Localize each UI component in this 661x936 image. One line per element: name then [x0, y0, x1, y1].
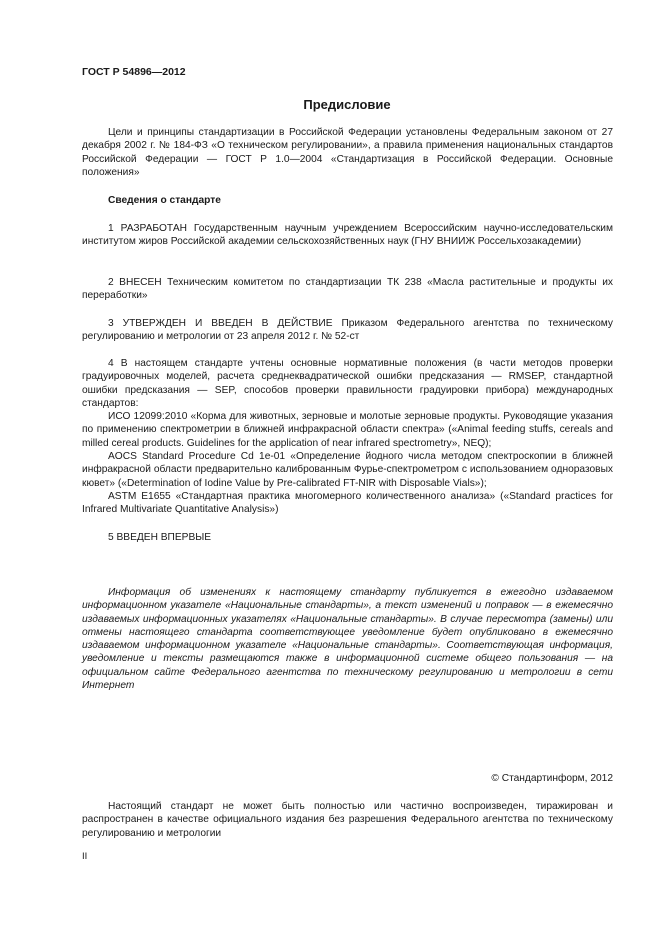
reference-iso-12099: ИСО 12099:2010 «Корма для животных, зерновые и молотые зерновые продукты. Руководящие указания по применению спектрометрии в ближней инфракрасной области спектра» («Animal feeding stuffs, cereals and milled cereal products. Guidelines for the application of near infrared spectrometry», NEQ);: [82, 411, 613, 449]
intro-paragraph: Цели и принципы стандартизации в Российской Федерации установлены Федеральным законом от 27 декабря 2002 г. № 184-ФЗ «О техническом регулировании», а правила применения национальных стандартов Российской Федерации — ГОСТ Р 1.0—2004 «Стандартизация в Российской Федерации. Основные положения»: [82, 127, 613, 178]
item-3: 3 УТВЕРЖДЕН И ВВЕДЕН В ДЕЙСТВИЕ Приказом Федерального агентства по техническому регулированию и метрологии от 23 апреля 2012 г. № 52-ст: [82, 318, 613, 343]
reproduction-notice: Настоящий стандарт не может быть полностью или частично воспроизведен, тиражирован и распространен в качестве официального издания без разрешения Федерального агентства по техническому регулированию и метрологии: [82, 801, 613, 839]
item-2: 2 ВНЕСЕН Техническим комитетом по стандартизации ТК 238 «Масла растительные и продукты их переработки»: [82, 277, 613, 302]
reference-astm-e1655: ASTM E1655 «Стандартная практика многомерного количественного анализа» («Standard practices for Infrared Multivariate Quantitative Analysis»): [82, 491, 613, 516]
document-code: ГОСТ Р 54896—2012: [82, 66, 186, 78]
copyright-line: © Стандартинформ, 2012: [491, 773, 613, 784]
info-notice: Информация об изменениях к настоящему стандарту публикуется в ежегодно издаваемом информационном указателе «Национальные стандарты», а текст изменений и поправок — в ежемесячно издаваемых информационных указателях «Национальные стандарты». В случае пересмотра (замены) или отмены настоящего стандарта соответствующее уведомление будет опубликовано в ежемесячно издаваемом информационном указателе «Национальные стандарты». Соответствующая информация, уведомление и тексты размещаются также в информационной системе общего пользования — на официальном сайте Федерального агентства по техническому регулированию и метрологии в сети Интернет: [82, 587, 613, 692]
reference-aocs-cd1e01: AOCS Standard Procedure Cd 1e-01 «Определение йодного числа методом спектроскопии в ближней инфракрасной области предварительно калиброванным Фурье-спектрометром с использованием одноразовых кювет» («Determination of Iodine Value by Pre-calibrated FT-NIR with Disposable Vials»);: [82, 451, 613, 489]
page-number: II: [82, 851, 88, 862]
item-5: 5 ВВЕДЕН ВПЕРВЫЕ: [108, 532, 212, 543]
item-4: 4 В настоящем стандарте учтены основные нормативные положения (в части методов проверки градуировочных моделей, расчета среднеквадратической ошибки предсказания — RMSEP, стандартной ошибки предсказания — SEP, способов проверки правильности градуировки прибора) международных стандартов:: [82, 358, 613, 409]
section-title: Сведения о стандарте: [108, 195, 221, 206]
item-1: 1 РАЗРАБОТАН Государственным научным учреждением Всероссийским научно-исследовательским институтом жиров Российской академии сельскохозяйственных наук (ГНУ ВНИИЖ Россельхозакадемии): [82, 223, 613, 248]
page-title: Предисловие: [303, 97, 391, 112]
